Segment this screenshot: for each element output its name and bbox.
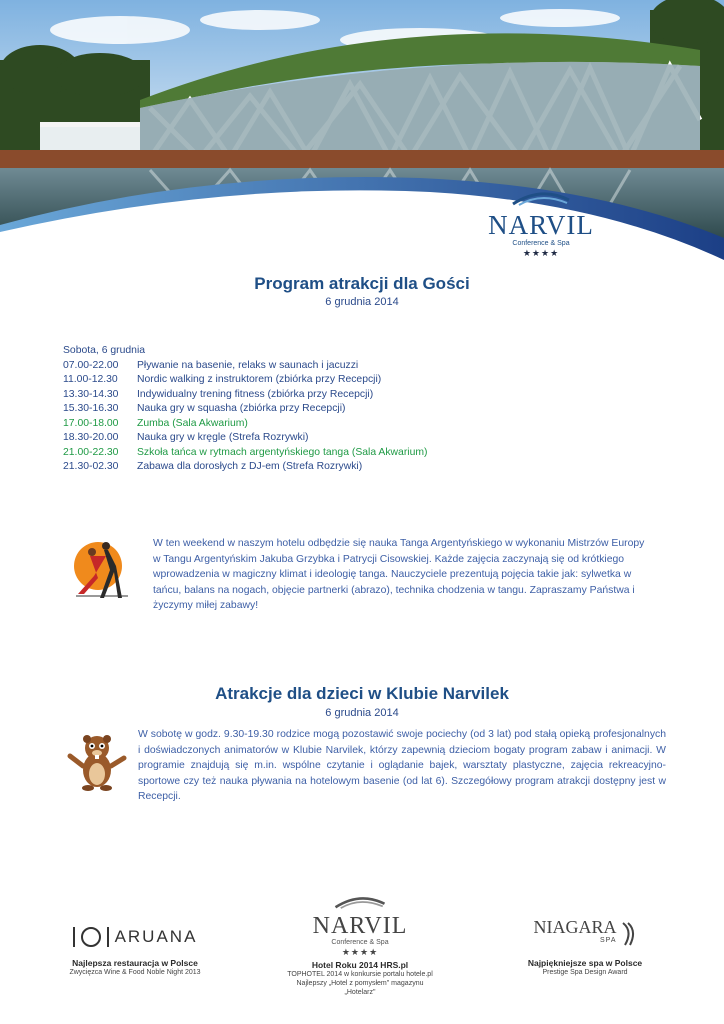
narvil-award-sub2: Najlepszy „Hotel z pomysłem" magazynu „Hotelarz" xyxy=(296,980,424,996)
schedule-time: 21.00-22.30 xyxy=(63,446,119,458)
schedule-activity: Szkoła tańca w rytmach argentyńskiego tanga (Sala Akwarium) xyxy=(137,446,428,458)
logo-stars: ★★★★ xyxy=(522,248,560,258)
schedule-row xyxy=(63,417,683,432)
schedule-time: 11.00-12.30 xyxy=(63,374,118,385)
schedule-activity: Pływanie na basenie, relaks w saunach i jacuzzi xyxy=(137,359,359,371)
schedule-row xyxy=(63,460,683,475)
schedule-activity: Zabawa dla dorosłych z DJ-em (Strefa Rozrywki) xyxy=(137,461,363,472)
kids-title: Atrakcje dla dzieci w Klubie Narvilek xyxy=(215,684,509,703)
tango-dancers-icon xyxy=(70,536,130,601)
schedule-row xyxy=(63,402,683,417)
niagara-logo xyxy=(510,918,660,977)
narvil-wave-icon xyxy=(511,190,571,206)
aruana-name: ARUANA xyxy=(114,927,198,946)
schedule xyxy=(63,344,683,475)
schedule-activity: Nauka gry w squasha (zbiórka przy Recepcji) xyxy=(137,403,346,414)
schedule-activity: Nordic walking z instruktorem (zbiórka przy Recepcji) xyxy=(137,374,382,385)
schedule-activity: Nauka gry w kręgle (Strefa Rozrywki) xyxy=(137,432,309,443)
narvil-footer-logo xyxy=(285,895,435,997)
narvil-footer-stars: ★★★★ xyxy=(341,947,379,957)
schedule-time: 13.30-14.30 xyxy=(63,388,119,400)
schedule-time: 17.00-18.00 xyxy=(63,417,119,429)
program-date: 6 grudnia 2014 xyxy=(325,296,399,308)
niagara-name: NIAGARA xyxy=(533,917,617,937)
schedule-time: 07.00-22.00 xyxy=(63,359,119,371)
tango-description: W ten weekend w naszym hotelu odbędzie się nauka Tanga Argentyńskiego w wykonaniu Mistrzów Europy w Tangu Argentyńskim Jakuba Grzybka i Patrycji Cisowskiej. Każde zajęcia zaczynają się od krótkiego wprowadzenia w magiczny klimat i ideologię tanga. Nauczyciele prezentują pojęcia takie jak: sylwetka w tańcu, balans na nogach, objęcie partnerki (abrazo), technika chodzenia w tangu. Zapraszamy Państwa i życzymy miłej zabawy! xyxy=(153,538,645,611)
schedule-time: 15.30-16.30 xyxy=(63,403,119,414)
niagara-spa: SPA xyxy=(600,937,617,944)
aruana-award-sub: Zwycięzca Wine & Food Noble Night 2013 xyxy=(69,969,201,976)
kids-description: W sobotę w godz. 9.30-19.30 rodzice mogą pozostawić swoje pociechy (od 3 lat) pod stałą opieką profesjonalnych i doświadczonych animatorów w Klubie Narvilek, którzy zapewnią dzieciom bogaty program zabaw i animacji. W programie znajdują się m.in. wspólne czytanie i oglądanie bajek, warsztaty plastyczne, zajęcia rekreacyjno-sportowe czy też nauka pływania na hotelowym basenie (od lat 6). Szczegółowy program atrakcji dostępny jest w Recepcji. xyxy=(138,729,666,802)
aruana-award: Najlepsza restauracja w Polsce xyxy=(72,958,198,968)
narvil-footer-word: NARVIL xyxy=(312,913,408,939)
logo-sub: Conference & Spa xyxy=(512,240,570,247)
niagara-award: Najpiękniejsze spa w Polsce xyxy=(527,958,643,968)
schedule-day-label: Sobota, 6 grudnia xyxy=(63,345,146,356)
schedule-row xyxy=(63,359,683,374)
beaver-mascot-icon xyxy=(66,730,128,792)
aruana-bar-icon xyxy=(73,927,75,947)
schedule-time: 18.30-20.00 xyxy=(63,432,119,443)
schedule-rows xyxy=(63,359,683,475)
logo-word: NARVIL xyxy=(488,210,594,240)
schedule-time: 21.30-02.30 xyxy=(63,461,119,472)
schedule-row xyxy=(63,431,683,446)
niagara-award-sub: Prestige Spa Design Award xyxy=(542,969,628,976)
narvil-award-sub1: TOPHOTEL 2014 w konkursie portalu hotele.pl xyxy=(287,971,433,978)
niagara-wave-icon xyxy=(621,921,637,947)
schedule-row xyxy=(63,388,683,403)
narvil-award: Hotel Roku 2014 HRS.pl xyxy=(311,960,409,970)
kids-date: 6 grudnia 2014 xyxy=(325,707,399,719)
narvil-footer-sub: Conference & Spa xyxy=(331,939,389,946)
schedule-row xyxy=(63,373,683,388)
schedule-activity: Indywidualny trening fitness (zbiórka przy Recepcji) xyxy=(137,388,374,400)
narvil-logo xyxy=(486,190,596,270)
program-title: Program atrakcji dla Gości xyxy=(254,274,470,293)
schedule-activity: Zumba (Sala Akwarium) xyxy=(137,417,248,429)
aruana-bar-icon xyxy=(107,927,109,947)
schedule-row xyxy=(63,446,683,461)
header-photo xyxy=(0,0,724,260)
aruana-circle-icon xyxy=(81,927,101,947)
aruana-logo xyxy=(60,924,210,977)
narvil-wave-icon xyxy=(332,895,388,909)
